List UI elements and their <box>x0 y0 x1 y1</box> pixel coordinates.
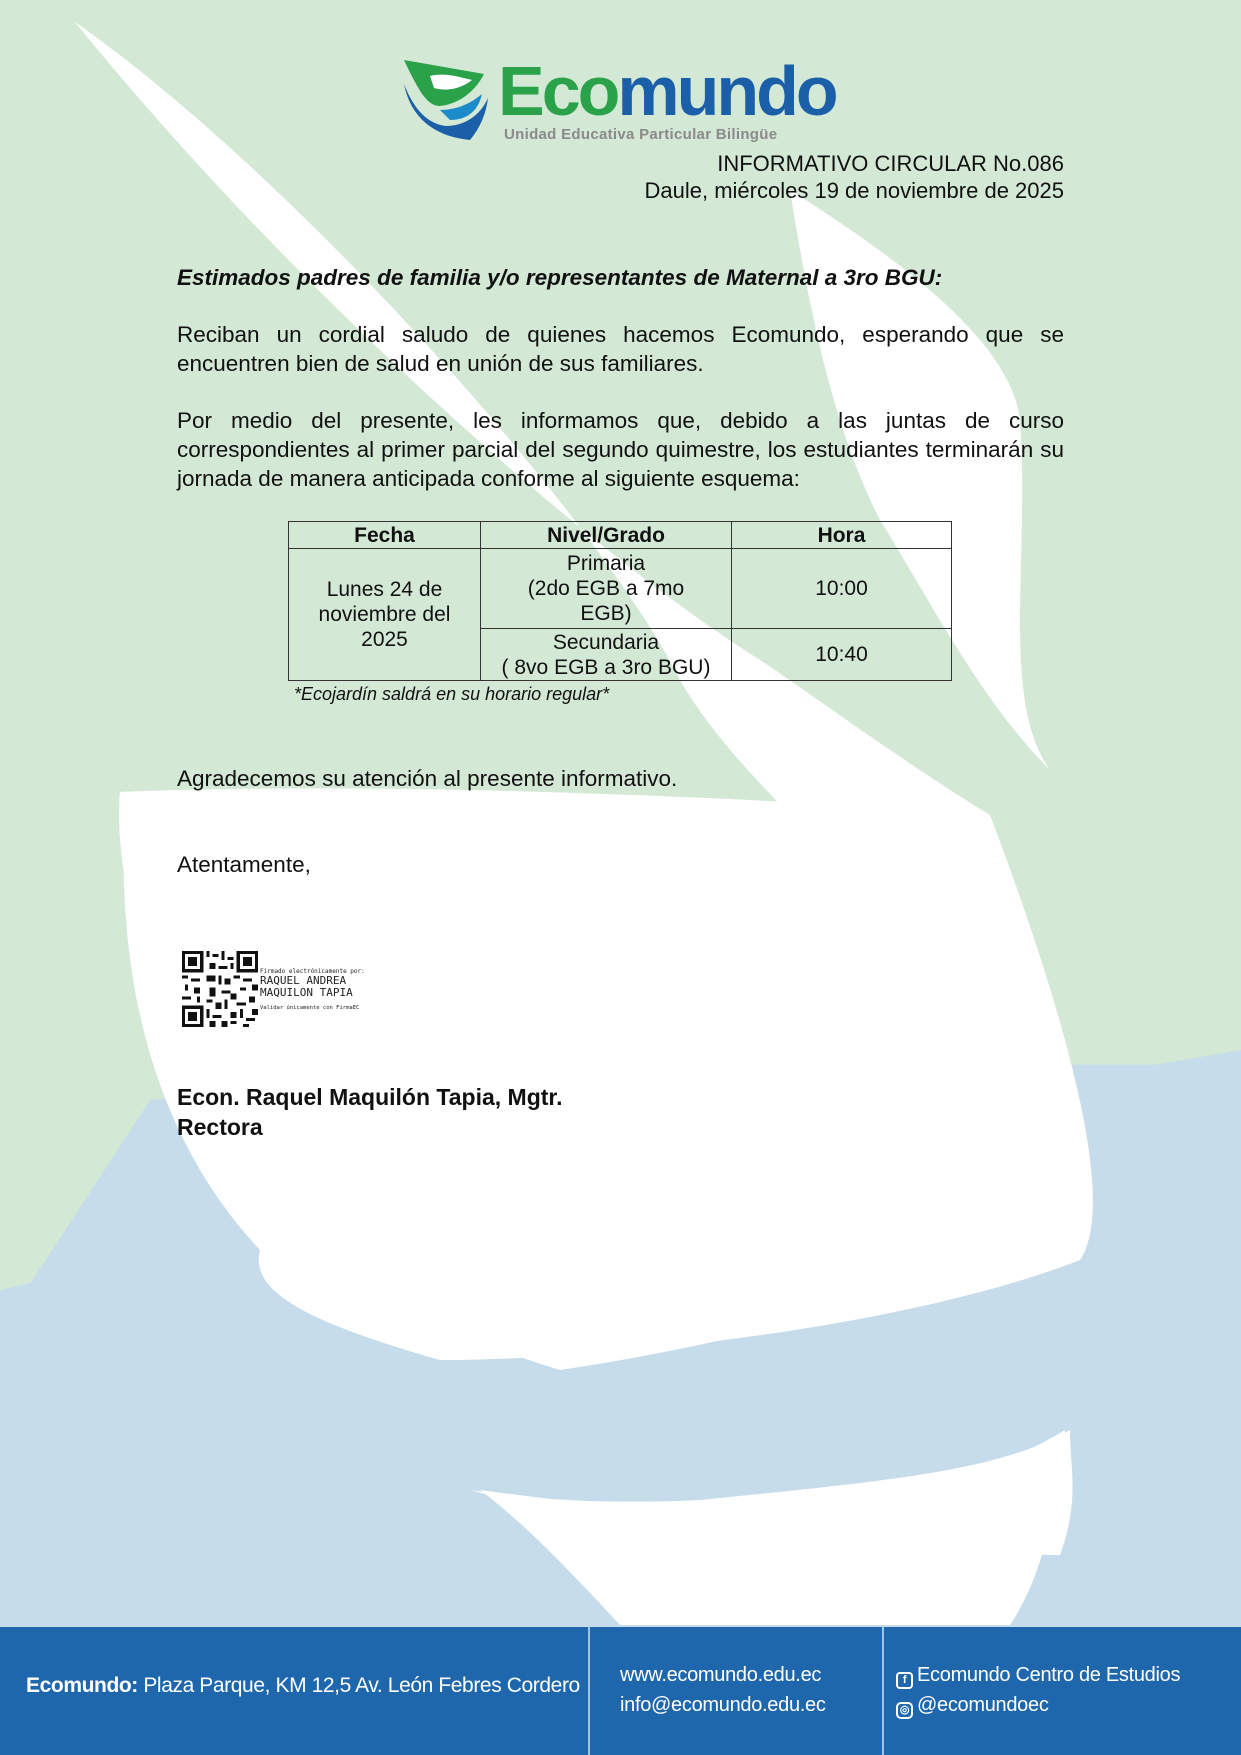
circular-number: INFORMATIVO CIRCULAR No.086 <box>717 151 1064 176</box>
facebook-icon: f <box>896 1672 913 1689</box>
instagram-icon: ◎ <box>896 1702 913 1719</box>
footer-brand: Ecomundo: <box>26 1674 138 1697</box>
table-note: *Ecojardín saldrá en su horario regular* <box>294 684 610 704</box>
footer <box>0 1627 1241 1755</box>
cell-level <box>481 549 732 629</box>
signature-caption: Firmado electrónicamente por: <box>260 968 365 975</box>
header-nivel-grado: Nivel/Grado <box>481 522 732 549</box>
ecomundo-logo <box>400 50 836 150</box>
footer-divider <box>588 1627 590 1755</box>
footer-email-link[interactable]: info@ecomundo.edu.ec <box>620 1694 826 1716</box>
paragraph-greeting: Reciban un cordial saludo de quienes hacemos Ecomundo, esperando que se encuentren bien de salud en unión de sus familiares. <box>177 322 1064 376</box>
table-row <box>289 549 952 629</box>
level-name: Secundaria <box>552 630 660 654</box>
signature-validation: Validar únicamente con FirmaEC <box>260 1005 360 1011</box>
date-text: Lunes 24 de noviembre del 2025 <box>318 578 451 651</box>
leaf-sail-logo-icon <box>400 54 492 146</box>
facebook-text: Ecomundo Centro de Estudios <box>917 1664 1181 1686</box>
cell-time: 10:00 <box>732 549 952 629</box>
signer-title: Rectora <box>177 1114 263 1140</box>
level-name: Primaria <box>566 552 646 575</box>
greeting: Estimados padres de familia y/o representantes de Maternal a 3ro BGU: <box>177 265 943 290</box>
footer-social <box>896 1660 1180 1720</box>
schedule-table <box>288 521 952 681</box>
footer-facebook-link[interactable] <box>896 1660 1180 1690</box>
signature-qr-code <box>182 951 258 1027</box>
footer-address-text: Plaza Parque, KM 12,5 Av. León Febres Cordero <box>143 1674 580 1697</box>
instagram-text: @ecomundoec <box>917 1694 1049 1716</box>
signature-name-line1: RAQUEL ANDREA <box>260 974 347 987</box>
footer-divider <box>882 1627 884 1755</box>
table-header-row <box>289 522 952 549</box>
footer-address <box>26 1674 580 1698</box>
logo-wordmark: Ecomundo <box>498 52 836 130</box>
header-fecha: Fecha <box>289 522 481 549</box>
cell-level <box>481 629 732 681</box>
cell-date <box>289 549 481 681</box>
footer-web-contacts <box>620 1660 826 1720</box>
signature-stamp-text <box>260 968 365 1012</box>
paragraph-announcement: Por medio del presente, les informamos que, debido a las juntas de curso correspondientes al primer parcial del segundo quimestre, los estudiantes terminarán su jornada de manera anticipada conforme al siguiente esquema: <box>177 408 1064 491</box>
footer-instagram-link[interactable] <box>896 1690 1180 1720</box>
level-grades: ( 8vo EGB a 3ro BGU) <box>501 655 711 679</box>
signer-block <box>177 1082 563 1142</box>
circular-header <box>645 150 1064 204</box>
cell-time: 10:40 <box>732 629 952 681</box>
thanks-line: Agradecemos su atención al presente informativo. <box>177 766 678 791</box>
signature-name-line2: MAQUILON TAPIA <box>260 986 353 999</box>
level-grades: (2do EGB a 7mo EGB) <box>527 577 685 625</box>
circular-date: Daule, miércoles 19 de noviembre de 2025 <box>644 178 1064 203</box>
signer-name: Econ. Raquel Maquilón Tapia, Mgtr. <box>177 1084 563 1110</box>
logo-tagline: Unidad Educativa Particular Bilingüe <box>504 126 778 143</box>
closing-line: Atentamente, <box>177 852 311 877</box>
footer-website-link[interactable]: www.ecomundo.edu.ec <box>620 1664 822 1686</box>
header-hora: Hora <box>732 522 952 549</box>
